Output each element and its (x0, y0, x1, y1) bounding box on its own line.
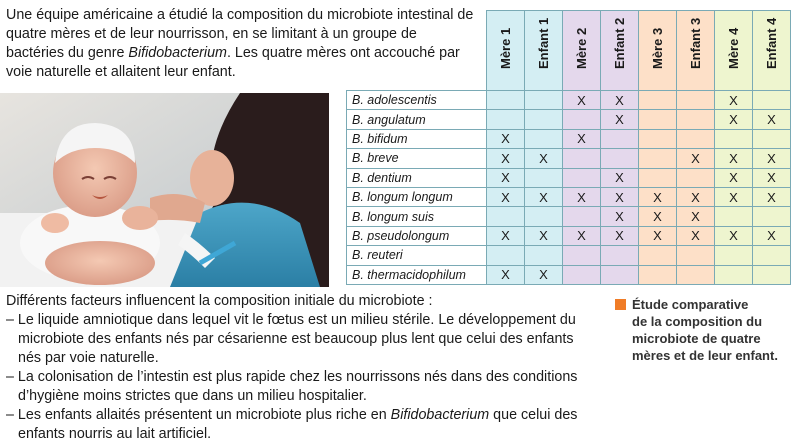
presence-mark: X (563, 91, 601, 110)
presence-mark: X (601, 207, 639, 226)
presence-mark: X (677, 149, 715, 168)
figure-caption (615, 296, 795, 364)
presence-mark: X (677, 187, 715, 206)
factor-item: – Les enfants allaités présentent un microbiote plus riche en Bifidobacterium que celui des enfants nourris au lait artificiel. (6, 407, 578, 442)
presence-mark: X (753, 226, 791, 245)
empty-cell (487, 246, 525, 265)
species-name: B. angulatum (347, 110, 487, 129)
empty-cell (563, 110, 601, 129)
presence-mark: X (753, 149, 791, 168)
species-name: B. longum longum (347, 187, 487, 206)
empty-cell (715, 246, 753, 265)
species-name: B. reuteri (347, 246, 487, 265)
presence-mark: X (639, 226, 677, 245)
table-corner (347, 11, 487, 91)
presence-mark: X (715, 149, 753, 168)
factor-item: – Le liquide amniotique dans lequel vit le fœtus est un milieu stérile. Le développement du microbiote des enfants nés par césarienne est beaucoup plus lent que celui des enfants nés par voie naturelle. (6, 312, 576, 366)
empty-cell (715, 265, 753, 284)
empty-cell (525, 91, 563, 110)
species-name: B. pseudolongum (347, 226, 487, 245)
presence-mark: X (601, 226, 639, 245)
presence-mark: X (601, 91, 639, 110)
intro-text-1: Une équipe américaine a étudié la composition du microbiote intestinal de quatre mères et de leur nourrisson, en se limitant à un groupe de bactéries du genre (6, 7, 474, 61)
empty-cell (677, 168, 715, 187)
empty-cell (753, 207, 791, 226)
empty-cell (563, 246, 601, 265)
empty-cell (563, 149, 601, 168)
presence-mark: X (563, 226, 601, 245)
presence-mark: X (487, 187, 525, 206)
col-header-enfant-3: Enfant 3 (677, 11, 715, 91)
intro-text-2: . Les quatre mères ont accouché par voie naturelle et allaitent leur enfant. (6, 45, 460, 80)
factors-section (6, 292, 586, 444)
presence-mark: X (601, 110, 639, 129)
col-header-mere-3: Mère 3 (639, 11, 677, 91)
empty-cell (487, 91, 525, 110)
presence-mark: X (525, 226, 563, 245)
empty-cell (487, 110, 525, 129)
table-row (347, 226, 791, 245)
presence-mark: X (487, 168, 525, 187)
presence-mark: X (753, 168, 791, 187)
empty-cell (753, 129, 791, 148)
empty-cell (677, 110, 715, 129)
presence-mark: X (601, 187, 639, 206)
empty-cell (601, 246, 639, 265)
empty-cell (753, 265, 791, 284)
empty-cell (639, 91, 677, 110)
col-header-enfant-4: Enfant 4 (753, 11, 791, 91)
empty-cell (601, 149, 639, 168)
empty-cell (525, 207, 563, 226)
presence-mark: X (563, 129, 601, 148)
presence-mark: X (715, 91, 753, 110)
presence-mark: X (715, 187, 753, 206)
table-row (347, 207, 791, 226)
empty-cell (639, 246, 677, 265)
empty-cell (715, 207, 753, 226)
presence-mark: X (753, 110, 791, 129)
empty-cell (525, 246, 563, 265)
table-row (347, 149, 791, 168)
presence-mark: X (753, 187, 791, 206)
empty-cell (563, 265, 601, 284)
empty-cell (525, 129, 563, 148)
species-name: B. adolescentis (347, 91, 487, 110)
factor-item: – La colonisation de l’intestin est plus rapide chez les nourrissons nés dans des conditions d’hygiène moins strictes que dans un milieu hospitalier. (6, 369, 578, 404)
presence-mark: X (525, 149, 563, 168)
caption-rest: de la composition du microbiote de quatre mères et de leur enfant. (632, 314, 778, 363)
presence-mark: X (715, 110, 753, 129)
col-header-enfant-2: Enfant 2 (601, 11, 639, 91)
species-name: B. longum suis (347, 207, 487, 226)
table-row (347, 110, 791, 129)
empty-cell (639, 149, 677, 168)
species-name: B. dentium (347, 168, 487, 187)
caption-line-1: Étude comparative (632, 297, 749, 312)
presence-mark: X (639, 187, 677, 206)
mother-newborn-photo (0, 93, 329, 287)
table-row (347, 129, 791, 148)
species-name: B. breve (347, 149, 487, 168)
presence-mark: X (487, 226, 525, 245)
presence-mark: X (639, 207, 677, 226)
empty-cell (753, 91, 791, 110)
presence-mark: X (601, 168, 639, 187)
presence-mark: X (487, 265, 525, 284)
presence-mark: X (487, 149, 525, 168)
table-body (347, 91, 791, 285)
empty-cell (601, 129, 639, 148)
col-header-mere-4: Mère 4 (715, 11, 753, 91)
empty-cell (563, 168, 601, 187)
empty-cell (639, 168, 677, 187)
table-row (347, 246, 791, 265)
col-header-mere-2: Mère 2 (563, 11, 601, 91)
presence-mark: X (677, 226, 715, 245)
empty-cell (677, 91, 715, 110)
caption-marker-icon (615, 299, 626, 310)
empty-cell (677, 265, 715, 284)
empty-cell (677, 246, 715, 265)
presence-mark: X (525, 265, 563, 284)
empty-cell (639, 129, 677, 148)
table-row (347, 265, 791, 284)
empty-cell (563, 207, 601, 226)
presence-mark: X (677, 207, 715, 226)
factors-heading: Différents facteurs influencent la composition initiale du microbiote : (6, 293, 433, 309)
factors-list (6, 311, 586, 444)
empty-cell (601, 265, 639, 284)
col-header-enfant-1: Enfant 1 (525, 11, 563, 91)
col-header-mere-1: Mère 1 (487, 11, 525, 91)
empty-cell (487, 207, 525, 226)
table-row (347, 168, 791, 187)
presence-mark: X (715, 226, 753, 245)
presence-mark: X (487, 129, 525, 148)
presence-mark: X (525, 187, 563, 206)
empty-cell (715, 129, 753, 148)
intro-genus: Bifidobacterium (128, 45, 227, 61)
empty-cell (639, 265, 677, 284)
species-name: B. thermacidophilum (347, 265, 487, 284)
presence-mark: X (715, 168, 753, 187)
microbiota-table (346, 10, 791, 285)
photo-illustration (0, 93, 329, 287)
presence-mark: X (563, 187, 601, 206)
empty-cell (525, 168, 563, 187)
empty-cell (753, 246, 791, 265)
empty-cell (525, 110, 563, 129)
table-row (347, 187, 791, 206)
empty-cell (677, 129, 715, 148)
table-row (347, 91, 791, 110)
species-name: B. bifidum (347, 129, 487, 148)
empty-cell (639, 110, 677, 129)
